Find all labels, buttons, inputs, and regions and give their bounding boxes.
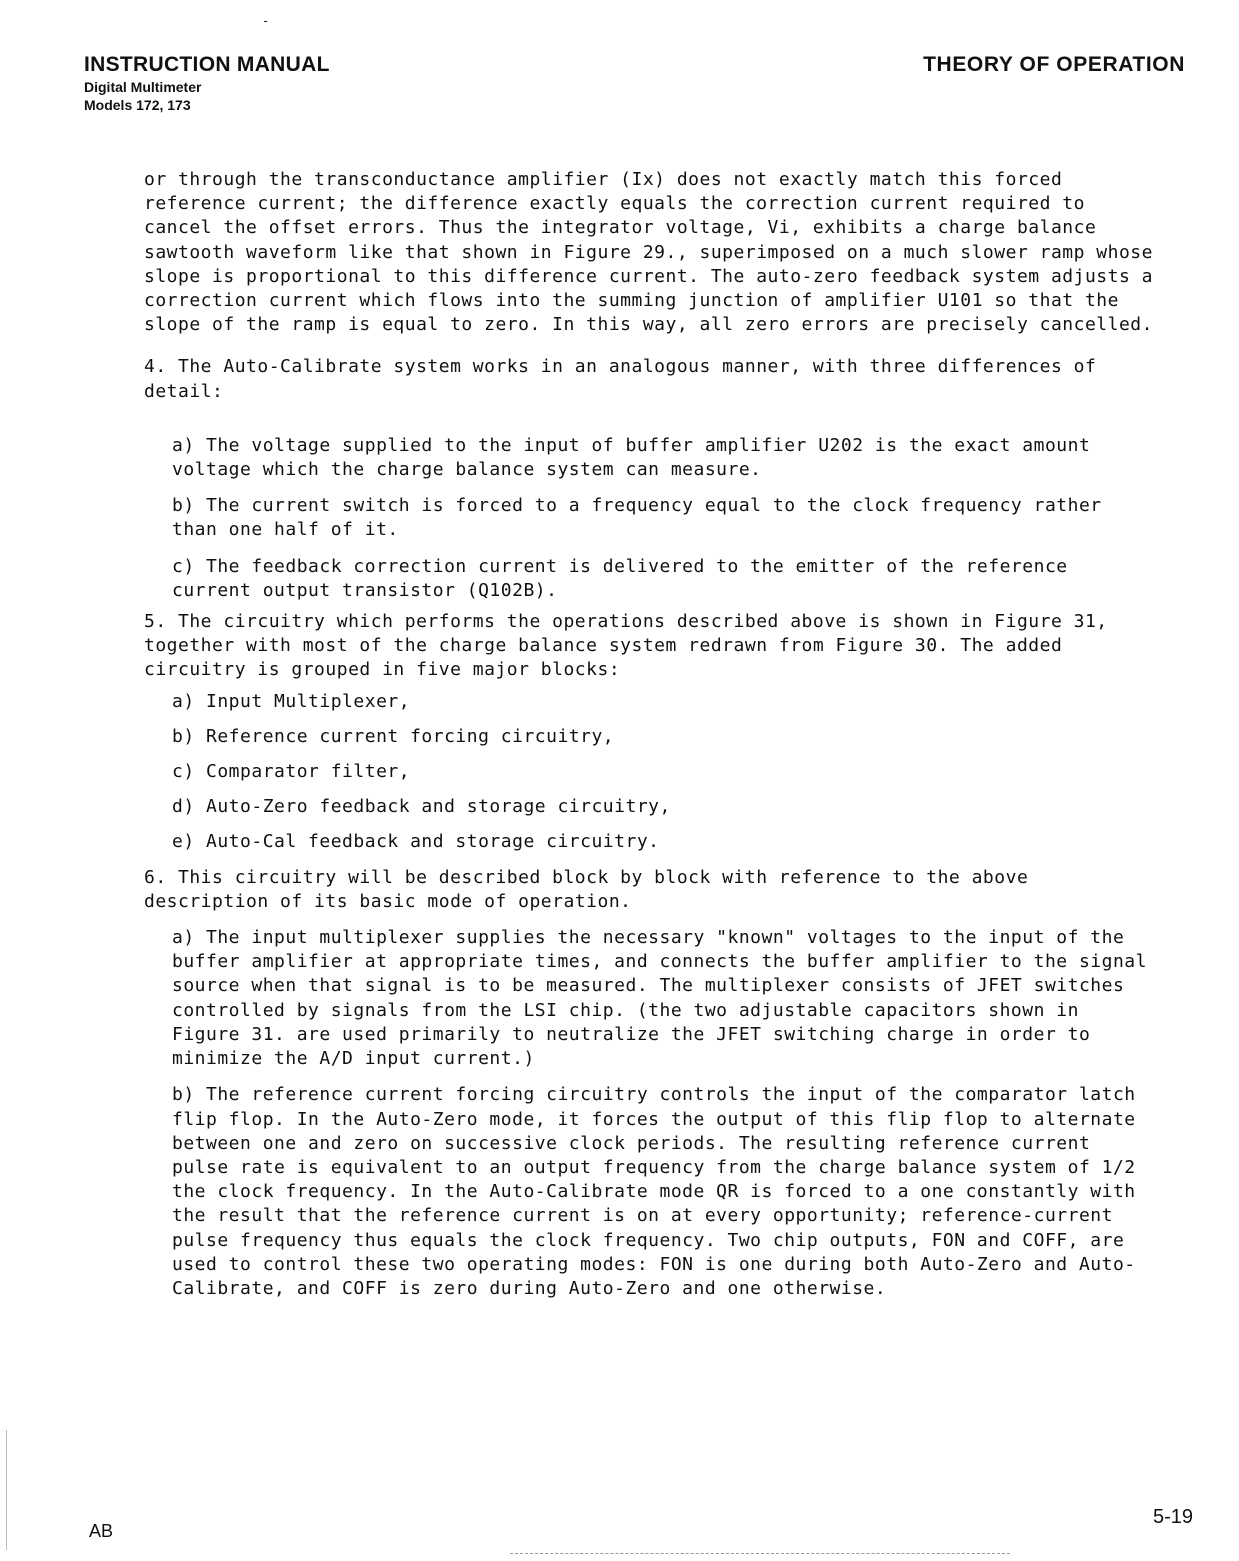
paragraph-4: 4. The Auto-Calibrate system works in an analogous manner, with three differences of detail: (144, 356, 1097, 402)
manual-title: INSTRUCTION MANUAL (84, 53, 330, 76)
list-item: b) Reference current forcing circuitry, (172, 725, 615, 747)
item-6a: a) The input multiplexer supplies the necessary "known" voltages to the input of the buffer amplifier at appropriate times, and connects the buffer amplifier to the signal source when that signal is to be measured. The multiplexer consists of JFET switches controlled by signals from the LSI chip. (the two adjustable capacitors shown in Figure 31. are used primarily to neutralize the JFET switching charge in order to minimize the A/D input current.) (172, 927, 1147, 1070)
list-item: a) Input Multiplexer, (172, 690, 411, 712)
item-6b: b) The reference current forcing circuitry controls the input of the comparator latch flip flop. In the Auto-Zero mode, it forces the output of this flip flop to alternate between one and zero on successive clock periods. The resulting reference current pulse rate is equivalent to an output frequency from the charge balance system of 1/2 the clock frequency. In the Auto-Calibrate mode QR is forced to a one constantly with the result that the reference current is on at every opportunity; reference-current pulse frequency thus equals the clock frequency. Two chip outputs, FON and COFF, are used to control these two operating modes: FON is one during both Auto-Zero and Auto-Calibrate, and COFF is zero during Auto-Zero and one otherwise. (172, 1084, 1136, 1299)
paragraph-6: 6. This circuitry will be described block by block with reference to the above description of its basic mode of operation. (144, 866, 1029, 912)
manual-header (84, 52, 330, 114)
block-list (144, 690, 1154, 855)
item-4b: b) The current switch is forced to a frequency equal to the clock frequency rather than one half of it. (172, 495, 1102, 541)
page-body (144, 168, 1154, 1301)
scan-artifact (510, 1553, 1010, 1554)
footer-code: AB (89, 1521, 114, 1541)
section-title: THEORY OF OPERATION (923, 53, 1185, 76)
list-item: d) Auto-Zero feedback and storage circuitry, (172, 796, 671, 818)
scan-mark: - (262, 14, 270, 28)
paragraph-continued: or through the transconductance amplifier (Ix) does not exactly match this forced reference current; the difference exactly equals the correction current required to cancel the offset errors. Thus the integrator voltage, Vi, exhibits a charge balance sawtooth waveform like that shown in Figure 29., superimposed on a much slower ramp whose slope is proportional to this difference current. The auto-zero feedback system adjusts a correction current which flows into the summing junction of amplifier U101 so that the slope of the ramp is equal to zero. In this way, all zero errors are precisely cancelled. (144, 169, 1153, 336)
device-name: Digital Multimeter (84, 79, 202, 95)
page-edge (6, 1430, 7, 1550)
page-number: 5-19 (1152, 1506, 1193, 1528)
list-item: c) Comparator filter, (172, 761, 411, 783)
paragraph-5: 5. The circuitry which performs the operations described above is shown in Figure 31, together with most of the charge balance system redrawn from Figure 30. The added circuitry is grouped in five major blocks: (144, 611, 1108, 681)
list-item: e) Auto-Cal feedback and storage circuitry. (172, 831, 660, 853)
model-numbers: Models 172, 173 (84, 97, 191, 113)
item-4c: c) The feedback correction current is delivered to the emitter of the reference current output transistor (Q102B). (172, 555, 1068, 601)
item-4a: a) The voltage supplied to the input of buffer amplifier U202 is the exact amount voltage which the charge balance system can measure. (172, 434, 1091, 481)
